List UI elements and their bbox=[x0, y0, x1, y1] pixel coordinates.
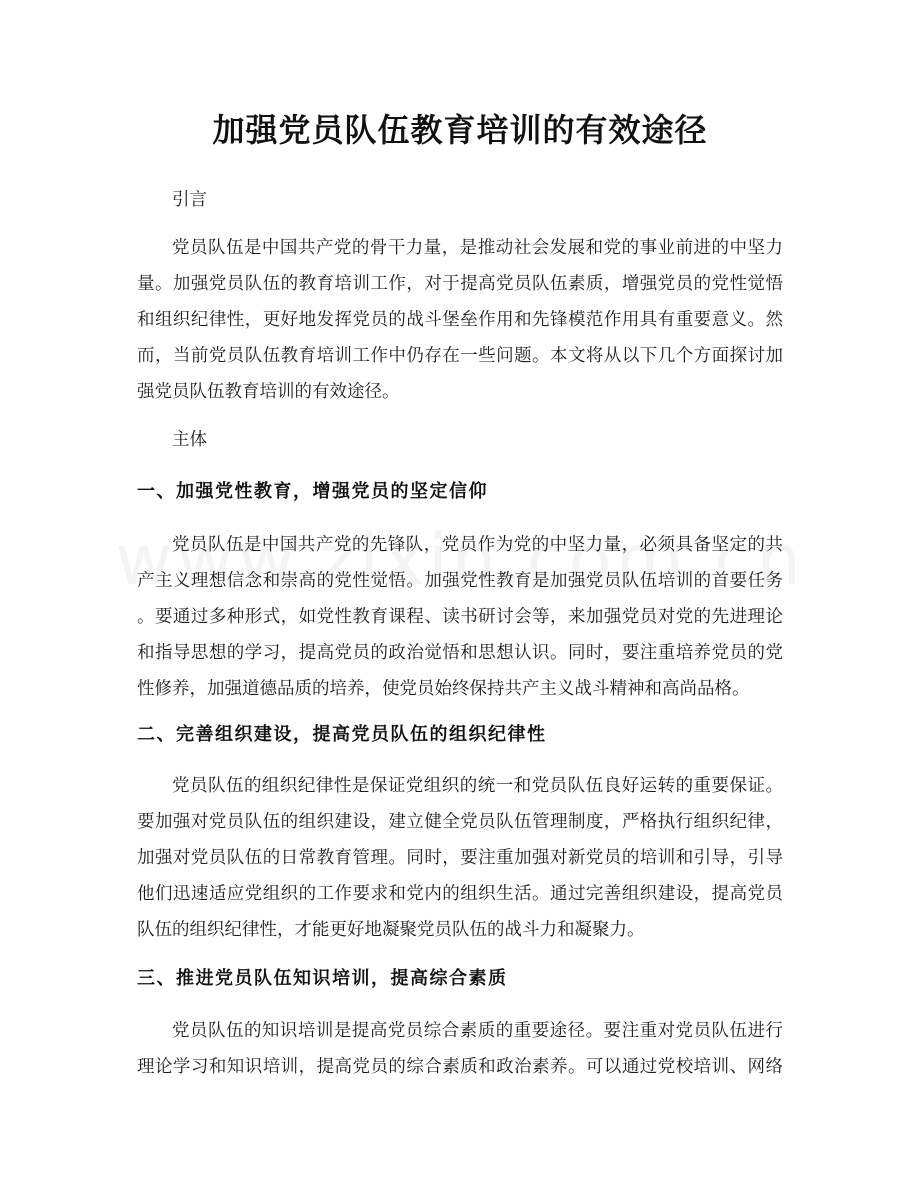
paragraph-line: 和组织纪律性，更好地发挥党员的战斗堡垒作用和先锋模范作用具有重要意义。然 bbox=[137, 310, 783, 330]
paragraph-line: 他们迅速适应党组织的工作要求和党内的组织生活。通过完善组织建设，提高党员 bbox=[137, 884, 783, 904]
paragraph-line: 加强对党员队伍的日常教育管理。同时，要注重加强对新党员的培训和引导，引导 bbox=[137, 848, 783, 868]
body-label: 主体 bbox=[172, 430, 207, 450]
paragraph-line: 性修养，加强道德品质的培养，使党员始终保持共产主义战斗精神和高尚品格。 bbox=[137, 679, 750, 699]
paragraph-line: 党员队伍是中国共产党的骨干力量，是推动社会发展和党的事业前进的中坚力 bbox=[172, 238, 783, 258]
paragraph-line: 和指导思想的学习，提高党员的政治觉悟和思想认识。同时，要注重培养党员的党 bbox=[137, 643, 783, 663]
paragraph-line: 理论学习和知识培训，提高党员的综合素质和政治素养。可以通过党校培训、网络 bbox=[137, 1057, 783, 1077]
section-paragraph bbox=[137, 1013, 783, 1085]
section-paragraph bbox=[137, 527, 783, 707]
paragraph-line: 队伍的组织纪律性，才能更好地凝聚党员队伍的战斗力和凝聚力。 bbox=[137, 920, 645, 940]
paragraph-line: 要加强对党员队伍的组织建设，建立健全党员队伍管理制度，严格执行组织纪律， bbox=[137, 812, 783, 832]
section-heading: 二、完善组织建设，提高党员队伍的组织纪律性 bbox=[137, 724, 547, 745]
paragraph-line: 强党员队伍教育培训的有效途径。 bbox=[137, 382, 400, 402]
intro-paragraph bbox=[137, 230, 783, 410]
section-paragraph bbox=[137, 768, 783, 948]
paragraph-line: 产主义理想信念和崇高的党性觉悟。加强党性教育是加强党员队伍培训的首要任务 bbox=[137, 571, 783, 591]
section-heading: 一、加强党性教育，增强党员的坚定信仰 bbox=[137, 481, 488, 502]
paragraph-line: 而，当前党员队伍教育培训工作中仍存在一些问题。本文将从以下几个方面探讨加 bbox=[137, 346, 783, 366]
document-title: 加强党员队伍教育培训的有效途径 bbox=[212, 111, 708, 149]
paragraph-line: 党员队伍的知识培训是提高党员综合素质的重要途径。要注重对党员队伍进行 bbox=[172, 1021, 783, 1041]
paragraph-line: 。要通过多种形式，如党性教育课程、读书研讨会等，来加强党员对党的先进理论 bbox=[137, 607, 783, 627]
paragraph-line: 量。加强党员队伍的教育培训工作，对于提高党员队伍素质，增强党员的党性觉悟 bbox=[137, 274, 783, 294]
intro-label: 引言 bbox=[172, 190, 207, 210]
paragraph-line: 党员队伍是中国共产党的先锋队，党员作为党的中坚力量，必须具备坚定的共 bbox=[172, 535, 783, 555]
section-heading: 三、推进党员队伍知识培训，提高综合素质 bbox=[137, 968, 508, 989]
paragraph-line: 党员队伍的组织纪律性是保证党组织的统一和党员队伍良好运转的重要保证。 bbox=[172, 776, 783, 796]
